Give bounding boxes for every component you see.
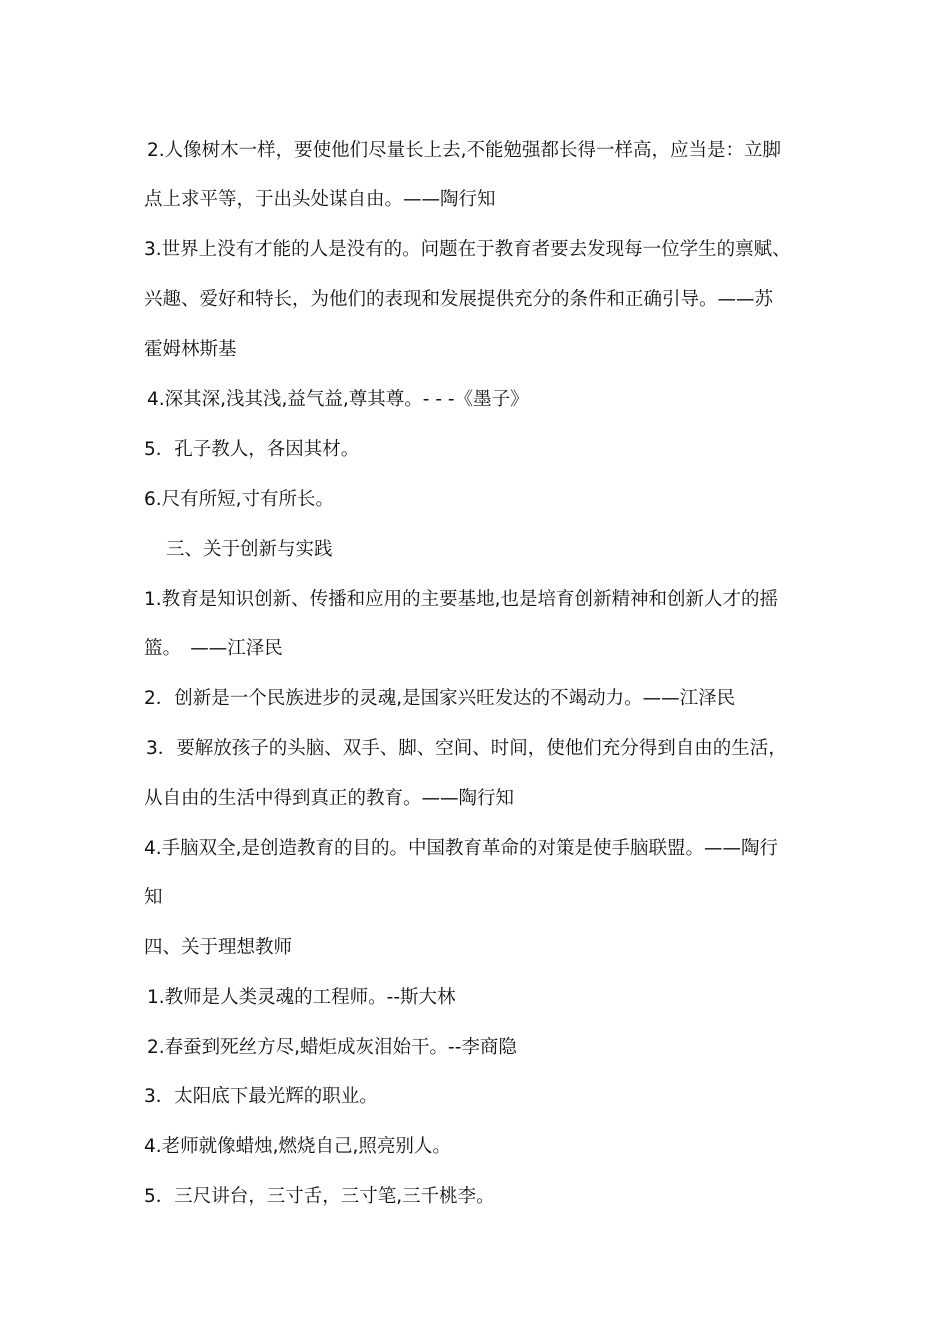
quote-line: 兴趣、爱好和特长，为他们的表现和发展提供充分的条件和正确引导。——苏	[144, 289, 774, 310]
quote-line: 4.老师就像蜡烛,燃烧自己,照亮别人。	[144, 1136, 451, 1157]
quote-line: 3.世界上没有才能的人是没有的。问题在于教育者要去发现每一位学生的禀赋、	[144, 239, 791, 260]
quote-line: 4.手脑双全,是创造教育的目的。中国教育革命的对策是使手脑联盟。——陶行	[144, 838, 779, 859]
quote-line: 5．孔子教人，各因其材。	[144, 439, 360, 460]
quote-line: 篮。 ——江泽民	[144, 638, 283, 659]
quote-line: 2．创新是一个民族进步的灵魂,是国家兴旺发达的不竭动力。——江泽民	[144, 688, 736, 709]
quote-line: 点上求平等，于出头处谋自由。——陶行知	[144, 189, 496, 210]
quote-line: 从自由的生活中得到真正的教育。——陶行知	[144, 788, 515, 809]
quote-line: 3．要解放孩子的头脑、双手、脚、空间、时间，使他们充分得到自由的生活，	[146, 738, 787, 759]
quote-line: 2.春蚕到死丝方尽,蜡炬成灰泪始干。--李商隐	[147, 1037, 517, 1058]
quote-line: 1.教师是人类灵魂的工程师。--斯大林	[147, 987, 456, 1008]
quote-line: 2.人像树木一样，要使他们尽量长上去,不能勉强都长得一样高，应当是：立脚	[147, 140, 782, 161]
quote-line: 霍姆林斯基	[144, 339, 237, 360]
quote-line: 6.尺有所短,寸有所长。	[144, 489, 335, 510]
quote-line: 知	[144, 887, 163, 908]
quote-line: 3．太阳底下最光辉的职业。	[144, 1086, 378, 1107]
quote-line: 5．三尺讲台，三寸舌，三寸笔,三千桃李。	[144, 1186, 495, 1207]
section-heading: 三、关于创新与实践	[166, 539, 333, 560]
quote-line: 1.教育是知识创新、传播和应用的主要基地,也是培育创新精神和创新人才的摇	[144, 589, 779, 610]
section-heading: 四、关于理想教师	[144, 937, 293, 958]
quote-line: 4.深其深,浅其浅,益气益,尊其尊。- - -《墨子》	[147, 389, 529, 410]
